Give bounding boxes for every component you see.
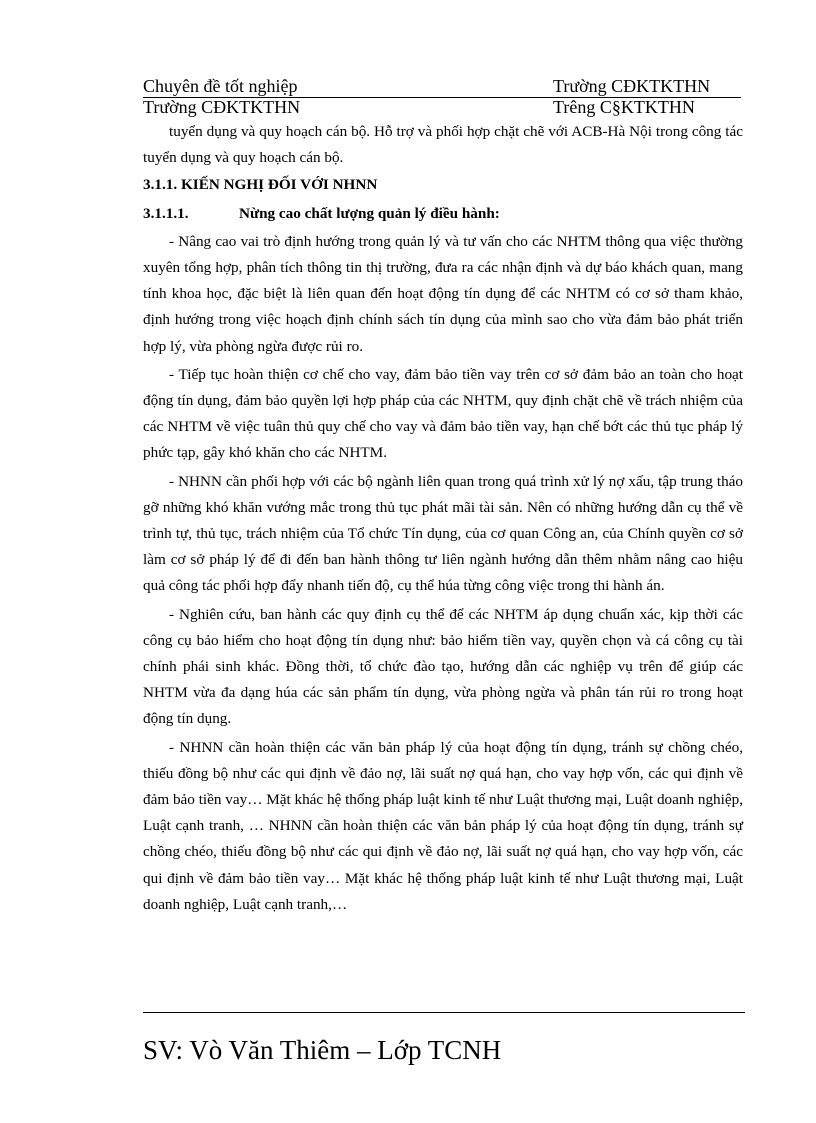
section-heading: 3.1.1. KIẾN NGHỊ ĐỐI VỚI NHNN (143, 176, 378, 194)
paragraph: - Tiếp tục hoàn thiện cơ chế cho vay, đảm bảo tiền vay trên cơ sở đảm bảo an toàn cho hoạt động tín dụng, đảm bảo quyền lợi hợp pháp của các NHTM, quy định chặt chẽ về trách nhiệm của các NHTM về việc tuân thủ quy chế cho vay và đảm bảo tiền vay, hạn chế bớt các thủ tục pháp lý phức tạp, gây khó khăn cho các NHTM. (143, 365, 743, 462)
running-header-line-2 (143, 96, 741, 118)
intro-paragraph: tuyển dụng và quy hoạch cán bộ. Hỗ trợ và phối hợp chặt chẽ với ACB-Hà Nội trong công tác tuyển dụng và quy hoạch cán bộ. (143, 123, 743, 167)
paragraph: - NHNN cần hoàn thiện các văn bản pháp lý của hoạt động tín dụng, tránh sự chồng chéo, thiếu đồng bộ như các qui định về đảo nợ, lãi suất nợ quá hạn, cho vay hợp vốn, các qui định về đảm bảo tiền vay… Mặt khác hệ thống pháp luật kinh tế như Luật thương mại, Luật doanh nghiệp, Luật cạnh tranh, … NHNN cần hoàn thiện các văn bản pháp lý của hoạt động tín dụng, tránh sự chồng chéo, thiếu đồng bộ như các qui định về đảo nợ, lãi suất nợ quá hạn, cho vay hợp vốn, các qui định về đảm bảo tiền vay… Mặt khác hệ thống pháp luật kinh tế như Luật thương mại, Luật doanh nghiệp, Luật cạnh tranh,… (143, 738, 743, 913)
header-school-name: Trường CĐKTKTHN (553, 76, 711, 96)
paragraph: - Nâng cao vai trò định hướng trong quản lý và tư vấn cho các NHTM thông qua việc thường xuyên tổng hợp, phân tích thông tin thị trường, đưa ra các nhận định và dự báo khách quan, mang tính khoa học, đặc biệt là liên quan đến hoạt động tín dụng để các NHTM có cơ sở tham khảo, định hướng trong việc hoạch định chính sách tín dụng của mình sao cho vừa đảm bảo phát triển hợp lý, vừa phòng ngừa được rủi ro. (143, 232, 743, 355)
subsection-title: Nừng cao chất lượng quản lý điều hành: (239, 204, 500, 222)
paragraph: - Nghiên cứu, ban hành các quy định cụ thể để các NHTM áp dụng chuẩn xác, kịp thời các công cụ bảo hiểm cho hoạt động tín dụng như: bảo hiểm tiền vay, quyền chọn và cá công cụ tài chính phái sinh khác. Đồng thời, tổ chức đào tạo, hướng dẫn các nghiệp vụ trên để giúp các NHTM vừa đa dạng húa các sản phẩm tín dụng, vừa phòng ngừa và phân tán rủi ro trong hoạt động tín dụng. (143, 605, 743, 728)
running-header-line-1 (143, 75, 741, 98)
footer-divider (143, 1012, 745, 1013)
header-school-name-legacy-font: Trêng C§KTKTHN (553, 97, 695, 117)
header-school-name-repeat: Trường CĐKTKTHN (143, 97, 301, 117)
paragraph: - NHNN cần phối hợp với các bộ ngành liên quan trong quá trình xử lý nợ xấu, tập trung tháo gỡ những khó khăn vướng mắc trong thủ tục phát mãi tài sản. Nên có những hướng dẫn cụ thể về trình tự, thủ tục, trách nhiệm của Tổ chức Tín dụng, của cơ quan Công an, của Chính quyền cơ sở làm cơ sở pháp lý để đi đến ban hành thông tư liên ngành hướng dẫn thêm nhằm nâng cao hiệu quả công tác phối hợp đẩy nhanh tiến độ, cụ thể húa từng công việc trong thi hành án. (143, 472, 743, 595)
footer-student-info: SV: Vò Văn Thiêm – Lớp TCNH (143, 1035, 502, 1065)
header-document-type: Chuyên đề tốt nghiệp (143, 76, 298, 96)
subsection-number: 3.1.1.1. (143, 204, 189, 222)
subsection-heading (143, 201, 743, 227)
document-body (143, 119, 743, 918)
